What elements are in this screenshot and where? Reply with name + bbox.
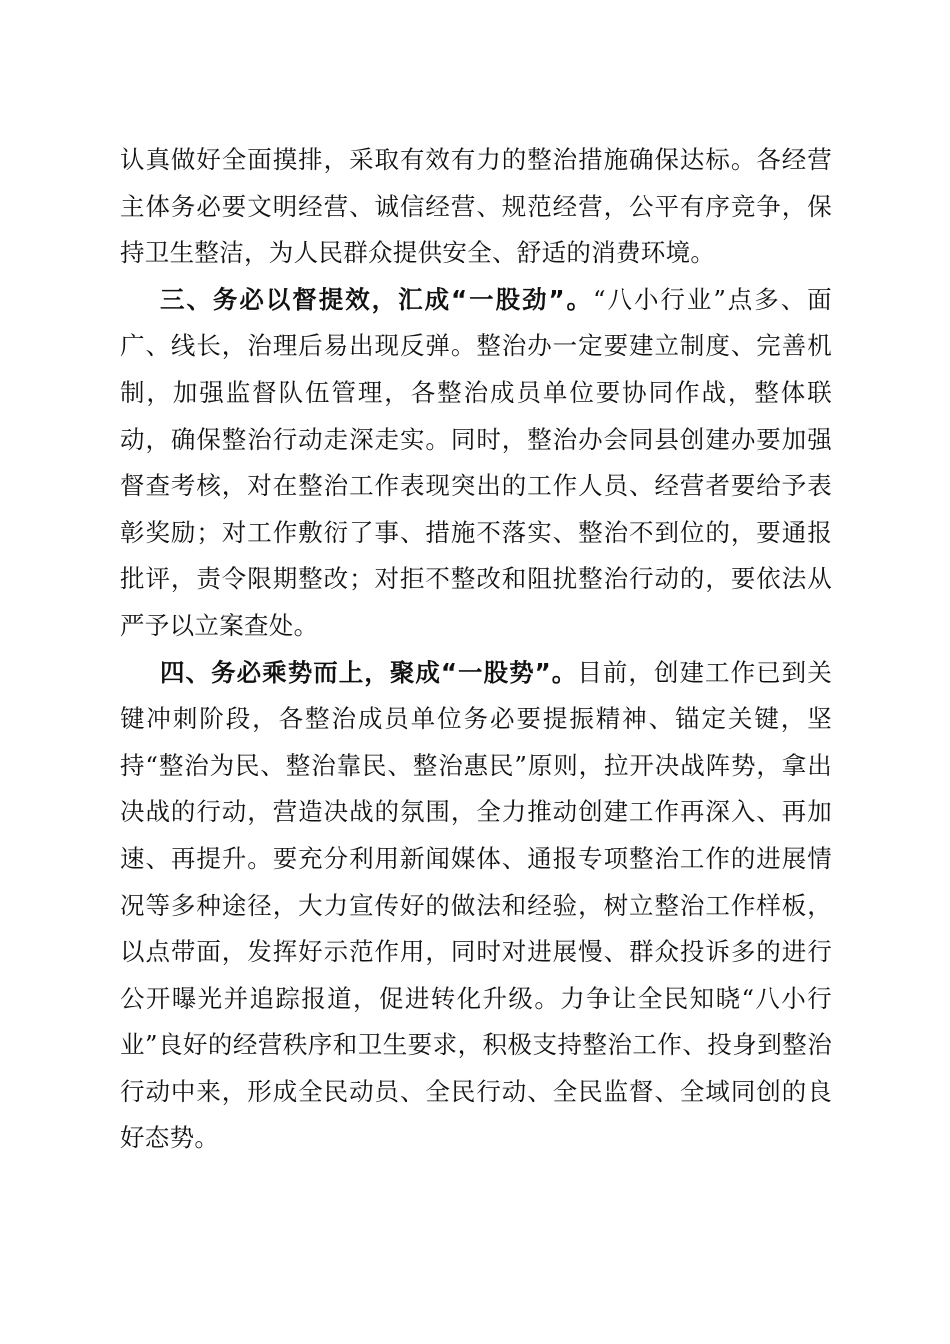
document-body — [120, 137, 832, 1162]
paragraph-section-four — [120, 650, 832, 1163]
paragraph-continuation — [120, 137, 832, 277]
section-three-text: “八小行业”点多、面广、线长，治理后易出现反弹。整治办一定要建立制度、完善机制，加强监督队伍管理，各整治成员单位要协同作战，整体联动，确保整治行动走深走实。同时，整治办会同县创建办要加强督查考核，对在整治工作表现突出的工作人员、经营者要给予表彰奖励；对工作敷衍了事、措施不落实、整治不到位的，要通报批评，责令限期整改；对拒不整改和阻扰整治行动的，要依法从严予以立案查处。 — [120, 284, 832, 640]
section-four-text: 目前，创建工作已到关键冲刺阶段，各整治成员单位务必要提振精神、锚定关键，坚持“整治为民、整治靠民、整治惠民”原则，拉开决战阵势，拿出决战的行动，营造决战的氛围，全力推动创建工作再深入、再加速、再提升。要充分利用新闻媒体、通报专项整治工作的进展情况等多种途径，大力宣传好的做法和经验，树立整治工作样板，以点带面，发挥好示范作用，同时对进展慢、群众投诉多的进行公开曝光并追踪报道，促进转化升级。力争让全民知晓“八小行业”良好的经营秩序和卫生要求，积极支持整治工作、投身到整治行动中来，形成全民动员、全民行动、全民监督、全域同创的良好态势。 — [120, 657, 833, 1153]
paragraph-section-three — [120, 277, 832, 650]
section-four-heading: 四、务必乘势而上，聚成“一股势”。 — [160, 657, 578, 687]
paragraph-text: 认真做好全面摸排，采取有效有力的整治措施确保达标。各经营主体务必要文明经营、诚信经营、规范经营，公平有序竞争，保持卫生整洁，为人民群众提供安全、舒适的消费环境。 — [120, 145, 832, 268]
section-three-heading: 三、务必以督提效，汇成“一股劲”。 — [160, 284, 593, 314]
